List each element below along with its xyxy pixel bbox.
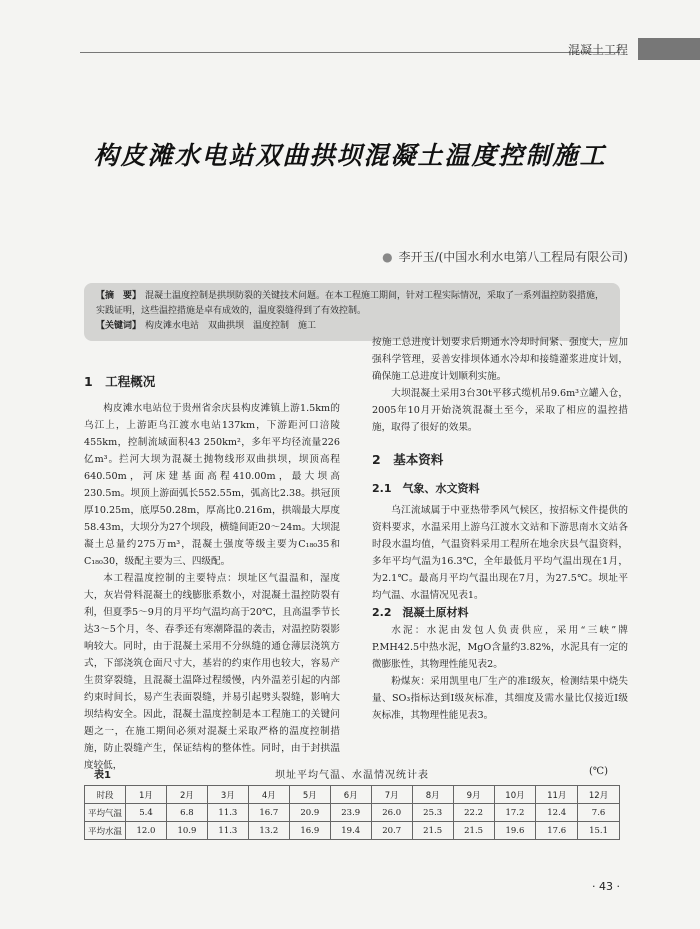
table-header-cell: 时段 [85,786,126,804]
table-row [85,804,620,822]
table-1-caption [84,766,620,782]
table-cell: 26.0 [371,804,412,822]
table-row-header: 平均水温 [85,822,126,840]
journal-name: 混凝土工程 [567,42,628,57]
table-cell: 11.3 [207,804,248,822]
table-header-cell: 7月 [371,786,412,804]
table-header-cell: 6月 [330,786,371,804]
abstract-text: 混凝土温度控制是拱坝防裂的关键技术问题。在本工程施工期间，针对工程实际情况，采取了一系列温控防裂措施，实践证明，这些温控措施是卓有成效的，温度裂缝得到了有效控制。 [96,291,605,316]
table-header-row [85,786,620,804]
table-cell: 7.6 [578,804,620,822]
abstract-label: 【摘 要】 [96,291,142,301]
bullet-dot-icon: ● [382,250,393,264]
section-1-heading: 1 工程概况 [84,374,156,389]
table-cell: 23.9 [330,804,371,822]
section-1-paragraph-2: 本工程温度控制的主要特点：坝址区气温温和，湿度大，灰岩骨料混凝土的线膨胀系数小，对混凝土温控防裂有利，但夏季5～9月的月平均气温均高于20℃，且高温季节长达3～5个月，冬、春季还有寒潮降温的袭击，对温控防裂影响较大。同时，由于混凝土采用不分纵缝的通仓薄层浇筑方式，下部浇筑仓面尺寸大，基岩的约束作用也较大，容易产生贯穿裂缝，且混凝土温降过程缓慢，内外温差引起的内部约束时间长，易产生表面裂缝，并易引起劈头裂缝，影响大坝结构安全。因此，混凝土温度控制是本工程施工的关键问题之一，在施工期间必须对混凝土采取严格的温度控制措施，防止裂缝产生，保证结构的整体性。同时，由于封拱温度较低， [84,573,340,771]
table-header-cell: 9月 [453,786,494,804]
page-number: · 43 · [592,880,620,893]
abstract-box [84,283,620,341]
table-header-cell: 2月 [166,786,207,804]
table-cell: 22.2 [453,804,494,822]
section-1-paragraph-1: 构皮滩水电站位于贵州省余庆县构皮滩镇上游1.5km的乌江上，上游距乌江渡水电站137km，下游距河口涪陵455km，控制流域面积43 250km²，多年平均径流量226亿m³。拦河大坝为混凝土抛物线形双曲拱坝，坝顶高程640.50m，河床建基面高程410.00m，最大坝高230.5m。坝顶上游面弧长552.55m，弧高比2.38。拱冠顶厚10.25m，底厚50.28m，厚高比0.216m，拱端最大厚度58.43m，大坝分为27个坝段，横缝间距20～24m。大坝混凝土总量约275万m³，混凝土强度等级主要为C₁₈₀35和C₁₈₀30，级配主要为三、四级配。 [84,403,340,567]
table-1-title: 坝址平均气温、水温情况统计表 [275,770,429,781]
article-title: 构皮滩水电站双曲拱坝混凝土温度控制施工 [93,141,607,170]
header-rule [80,52,620,53]
temperature-table [84,785,620,840]
table-cell: 17.2 [494,804,536,822]
table-row-header: 平均气温 [85,804,126,822]
table-cell: 16.9 [289,822,330,840]
table-cell: 17.6 [536,822,578,840]
continued-paragraph: 按施工总进度计划要求后期通水冷却时间紧、强度大，应加强科学管理，妥善安排坝体通水冷却和接缝灌浆进度计划，确保施工总进度计划顺利实施。 [372,337,628,382]
table-1-unit: (℃) [589,766,608,777]
table-cell: 11.3 [207,822,248,840]
table-header-cell: 11月 [536,786,578,804]
section-2-heading: 2 基本资料 [372,452,444,467]
author-line [382,248,628,265]
crane-paragraph: 大坝混凝土采用3台30t平移式缆机吊9.6m³立罐入仓，2005年10月开始浇筑混凝土至今，采取了相应的温控措施，取得了很好的效果。 [372,388,628,433]
table-cell: 13.2 [248,822,289,840]
table-header-cell: 4月 [248,786,289,804]
table-cell: 21.5 [412,822,453,840]
table-cell: 5.4 [126,804,167,822]
right-column [372,334,628,724]
table-cell: 12.0 [126,822,167,840]
table-cell: 25.3 [412,804,453,822]
table-header-cell: 10月 [494,786,536,804]
abstract-paragraph [96,289,608,319]
left-column [84,372,340,774]
section-2-2-heading: 2.2 混凝土原材料 [372,606,469,619]
running-header [568,38,700,60]
table-header-cell: 3月 [207,786,248,804]
keywords-text: 构皮滩水电站 双曲拱坝 温度控制 施工 [145,321,317,331]
table-cell: 19.6 [494,822,536,840]
cement-paragraph: 水泥：水泥由发包人负责供应，采用“三峡”牌P.MH42.5中热水泥，MgO含量约3.82%，水泥具有一定的微膨胀性，其物理性能见表2。 [372,625,628,670]
table-cell: 15.1 [578,822,620,840]
table-row [85,822,620,840]
table-cell: 16.7 [248,804,289,822]
table-cell: 21.5 [453,822,494,840]
table-header-cell: 5月 [289,786,330,804]
table-header-cell: 12月 [578,786,620,804]
keywords-line [96,319,608,334]
table-cell: 12.4 [536,804,578,822]
table-header-cell: 1月 [126,786,167,804]
section-2-1-paragraph: 乌江流域属于中亚热带季风气候区，按招标文件提供的资料要求，水温采用上游乌江渡水文站和下游思南水文站各时段水温均值，气温资料采用工程所在地余庆县气温资料，多年平均气温为16.3℃，全年最低月平均气温出现在1月，为2.1℃。最高月平均气温出现在7月，为27.5℃。坝址平均气温、水温情况见表1。 [372,505,628,601]
table-cell: 20.9 [289,804,330,822]
section-2-1-heading: 2.1 气象、水文资料 [372,482,480,495]
keywords-label: 【关键词】 [96,321,142,331]
table-header-cell: 8月 [412,786,453,804]
table-cell: 10.9 [166,822,207,840]
author-text: 李开玉/(中国水利水电第八工程局有限公司) [398,250,628,264]
table-cell: 19.4 [330,822,371,840]
flyash-paragraph: 粉煤灰：采用凯里电厂生产的准Ⅰ级灰，检测结果中烧失量、SO₃指标达到Ⅰ级灰标准，其细度及需水量比仅接近Ⅰ级灰标准，其物理性能见表3。 [372,676,628,721]
table-1-label: 表1 [94,770,111,781]
table-cell: 20.7 [371,822,412,840]
header-tab-block [638,38,700,60]
table-cell: 6.8 [166,804,207,822]
